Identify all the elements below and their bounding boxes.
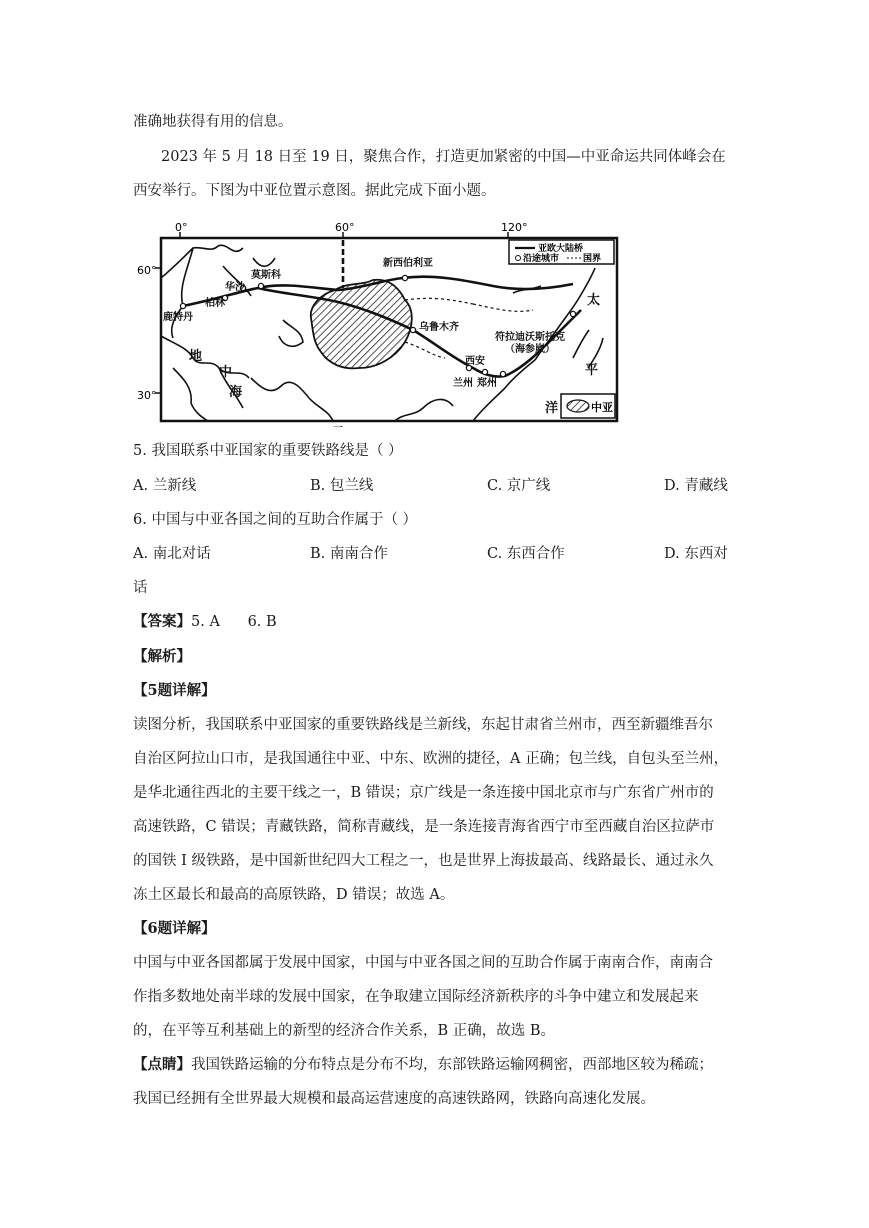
lon-label-120: 120° <box>501 221 528 234</box>
q6-option-d-continued: 话 <box>133 580 148 596</box>
label-lanzhou: 兰州 <box>453 378 473 389</box>
label-med-3: 海 <box>229 385 243 400</box>
q5-detail-line: 是华北通往西北的主要干线之一，B 错误；京广线是一条连接中国北京市与广东省广州市的 <box>133 785 714 801</box>
label-vladivostok: 符拉迪沃斯托克 <box>495 332 565 343</box>
answer-label: 【答案】 <box>133 613 191 630</box>
label-moscow: 莫斯科 <box>251 270 281 281</box>
q6-option-c: C. 东西合作 <box>487 546 565 562</box>
legend-railway: 亚欧大陆桥 <box>538 244 584 254</box>
lon-label-0: 0° <box>175 221 188 234</box>
comment-line-2: 我国已经拥有全世界最大规模和最高运营速度的高速铁路网，铁路向高速化发展。 <box>133 1091 655 1107</box>
q5-option-d: D. 青藏线 <box>664 478 728 494</box>
label-warsaw: 华沙 <box>225 282 245 293</box>
q5-detail-line: 冻土区最长和最高的高原铁路，D 错误；故选 A。 <box>133 887 455 903</box>
comment-text-1: 我国铁路运输的分布特点是分布不均，东部铁路运输网稠密，西部地区较为稀疏； <box>191 1057 713 1073</box>
label-novosibirsk: 新西伯利亚 <box>383 258 433 269</box>
q6-option-b: B. 南南合作 <box>310 546 388 562</box>
label-berlin: 柏林 <box>205 298 225 309</box>
intro-line-1: 2023 年 5 月 18 日至 19 日，聚焦合作，打造更加紧密的中国—中亚命运共同体峰会在 <box>161 149 726 165</box>
q6-detail-line: 的，在平等互利基础上的新型的经济合作关系，B 正确，故选 B。 <box>133 1023 556 1039</box>
label-haishenwai: （海参崴） <box>505 344 555 355</box>
answer-text: 5. A 6. B <box>191 614 277 630</box>
q5-option-a: A. 兰新线 <box>133 478 197 494</box>
label-med-1: 地 <box>189 349 203 364</box>
central-asia-legend-label: 中亚 <box>591 401 613 414</box>
q6-option-d: D. 东西对 <box>664 546 728 562</box>
answer-line <box>133 612 277 632</box>
label-pacific-1: 太 <box>587 293 601 308</box>
comment-line-1 <box>133 1055 713 1075</box>
label-med-2: 中 <box>219 365 233 380</box>
q5-detail-line: 的国铁 I 级铁路，是中国新世纪四大工程之一，也是世界上海拔最高、线路最长、通过永久 <box>133 853 714 869</box>
legend-border: 国界 <box>583 254 602 264</box>
q5-option-b: B. 包兰线 <box>310 478 374 494</box>
q5-detail-line: 自治区阿拉山口市，是我国通往中亚、中东、欧洲的捷径，A 正确；包兰线，自包头至兰州， <box>133 751 729 767</box>
intro-line-2: 西安举行。下图为中亚位置示意图。据此完成下面小题。 <box>133 183 496 199</box>
label-pacific-2: 平 <box>585 363 599 378</box>
q5-option-c: C. 京广线 <box>487 478 551 494</box>
label-xian: 西安 <box>465 356 485 367</box>
lon-label-60: 60° <box>335 221 355 234</box>
label-rotterdam: 鹿特丹 <box>163 312 193 323</box>
label-urumqi: 乌鲁木齐 <box>419 322 459 333</box>
label-pacific-3: 洋 <box>545 401 559 416</box>
q5-detail-label: 【5题详解】 <box>133 682 216 699</box>
legend-city: 沿途城市 <box>523 254 560 264</box>
q5-detail-line: 读图分析，我国联系中亚国家的重要铁路线是兰新线，东起甘肃省兰州市，西至新疆维吾尔 <box>133 717 713 733</box>
q6-detail-line: 中国与中亚各国都属于发展中国家，中国与中亚各国之间的互助合作属于南南合作，南南合 <box>133 955 713 971</box>
comment-label: 【点睛】 <box>133 1056 191 1073</box>
central-asia-map <box>133 218 623 433</box>
q6-stem: 6. 中国与中亚各国之间的互助合作属于（ ） <box>133 512 418 528</box>
q6-option-a: A. 南北对话 <box>133 546 211 562</box>
q5-detail-line: 高速铁路，C 错误；青藏铁路，简称青藏线，是一条连接青海省西宁市至西藏自治区拉萨市 <box>133 819 715 835</box>
intro-line-0: 准确地获得有用的信息。 <box>133 114 293 130</box>
label-zhengzhou: 郑州 <box>477 378 497 389</box>
q6-detail-line: 作指多数地处南半球的发展中国家，在争取建立国际经济新秩序的斗争中建立和发展起来 <box>133 989 699 1005</box>
analysis-label: 【解析】 <box>133 648 191 665</box>
q5-stem: 5. 我国联系中亚国家的重要铁路线是（ ） <box>133 443 403 459</box>
q6-detail-label: 【6题详解】 <box>133 920 216 937</box>
lat-label-30: 30° <box>137 389 157 402</box>
map-bottom-mark: 一 <box>333 423 343 433</box>
lat-label-60: 60° <box>137 264 157 277</box>
